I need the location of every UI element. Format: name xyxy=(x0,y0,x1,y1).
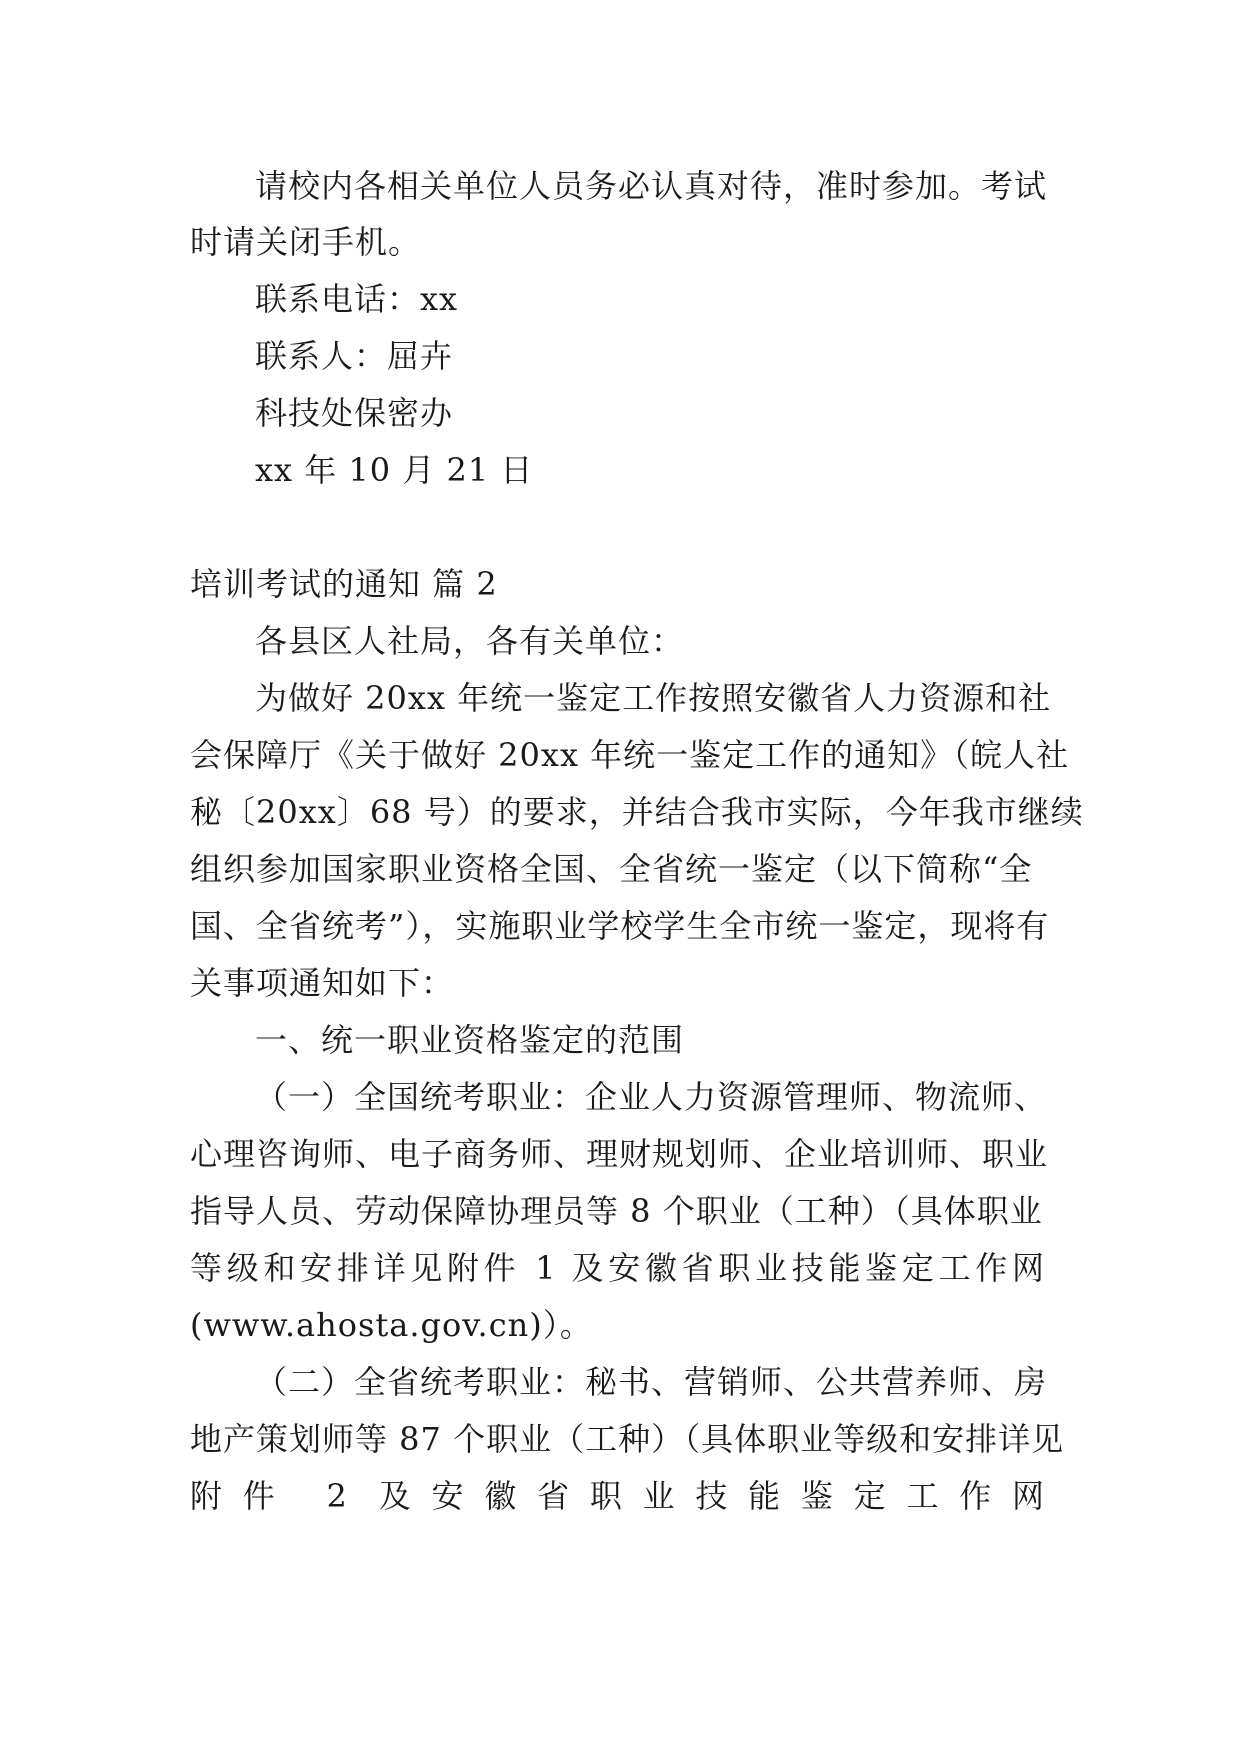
paragraph-line: 时请关闭手机。 xyxy=(190,223,422,261)
salutation: 各县区人社局，各有关单位： xyxy=(255,622,685,660)
paragraph-line: 地产策划师等 87 个职业（工种）（具体职业等级和安排详见 xyxy=(190,1420,1065,1458)
signature-office: 科技处保密办 xyxy=(255,394,454,432)
contact-person: 联系人：屈卉 xyxy=(255,337,454,375)
signature-date: xx 年 10 月 21 日 xyxy=(255,451,534,489)
paragraph-line: 关事项通知如下： xyxy=(190,964,455,1002)
section-title: 培训考试的通知 篇 2 xyxy=(190,565,498,603)
paragraph-line: 附件 2 及安徽省职业技能鉴定工作网 xyxy=(190,1477,1045,1515)
paragraph-line: 会保障厅《关于做好 20xx 年统一鉴定工作的通知》（皖人社 xyxy=(190,736,1070,774)
paragraph-line: 秘〔20xx〕68 号）的要求，并结合我市实际，今年我市继续 xyxy=(190,793,1084,831)
paragraph-line: 请校内各相关单位人员务必认真对待，准时参加。考试 xyxy=(255,167,1048,205)
paragraph-line: （二）全省统考职业：秘书、营销师、公共营养师、房 xyxy=(255,1363,1048,1401)
website-line: (www.ahosta.gov.cn)）。 xyxy=(190,1306,593,1344)
paragraph-line: 国、全省统考”），实施职业学校学生全市统一鉴定，现将有 xyxy=(190,907,1050,945)
paragraph-line: 指导人员、劳动保障协理员等 8 个职业（工种）（具体职业 xyxy=(190,1192,1043,1230)
paragraph-line: 为做好 20xx 年统一鉴定工作按照安徽省人力资源和社 xyxy=(255,679,1052,717)
paragraph-line: 组织参加国家职业资格全国、全省统一鉴定（以下简称“全 xyxy=(190,850,1033,888)
paragraph-line: （一）全国统考职业：企业人力资源管理师、物流师、 xyxy=(255,1078,1048,1116)
paragraph-line: 等级和安排详见附件 1 及安徽省职业技能鉴定工作网 xyxy=(190,1249,1045,1287)
subheading: 一、统一职业资格鉴定的范围 xyxy=(255,1021,685,1059)
contact-phone: 联系电话：xx xyxy=(255,280,459,318)
paragraph-line: 心理咨询师、电子商务师、理财规划师、企业培训师、职业 xyxy=(190,1135,1049,1173)
